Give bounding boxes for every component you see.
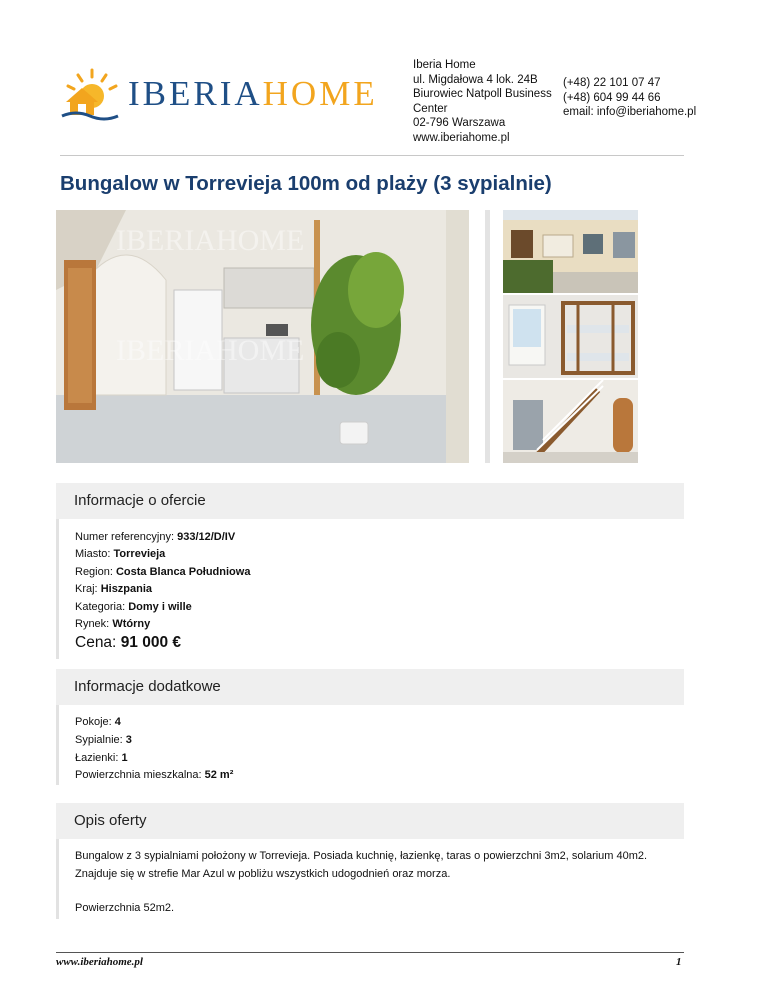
header-divider — [60, 155, 684, 156]
extra-info-body — [56, 705, 687, 785]
offer-info-heading: Informacje o ofercie — [74, 492, 206, 509]
offer-row-market — [75, 618, 150, 630]
row-label: Powierzchnia mieszkalna: — [75, 769, 202, 781]
photo-divider — [485, 210, 490, 463]
price-label: Cena: — [75, 634, 117, 651]
thumbnail-bedroom[interactable] — [503, 295, 638, 378]
main-photo[interactable] — [56, 210, 469, 463]
address-line: 02-796 Warszawa — [413, 117, 506, 129]
extra-info-heading: Informacje dodatkowe — [74, 678, 221, 695]
description-line: Bungalow z 3 sypialniami położony w Torrevieja. Posiada kuchnię, łazienkę, taras o powierzchni 3m2, solarium 40m2. — [75, 850, 648, 862]
row-value: 52 m² — [204, 769, 234, 781]
extra-row-bedrooms — [75, 734, 132, 746]
offer-row-category — [75, 601, 192, 613]
row-label: Miasto: — [75, 548, 111, 560]
row-value: Wtórny — [112, 618, 151, 630]
row-value: 933/12/D/IV — [177, 531, 236, 543]
sun-house-icon — [58, 66, 124, 122]
logo-text-iberia: IBERIA — [128, 74, 263, 113]
thumbnail-exterior[interactable] — [503, 210, 638, 293]
description-header — [56, 803, 684, 839]
row-label: Sypialnie: — [75, 734, 123, 746]
footer-divider — [56, 952, 684, 953]
photo-watermark: IBERIAHOME — [116, 334, 305, 367]
offer-info-header — [56, 483, 684, 519]
row-label: Region: — [75, 566, 113, 578]
email-link[interactable]: email: info@iberiahome.pl — [563, 106, 697, 118]
offer-info-body — [56, 519, 687, 659]
offer-price — [75, 634, 181, 652]
row-value: Torrevieja — [113, 548, 166, 560]
row-value: 3 — [125, 734, 132, 746]
description-heading: Opis oferty — [74, 812, 147, 829]
extra-row-bathrooms — [75, 752, 128, 764]
company-contact — [563, 76, 696, 120]
row-label: Kategoria: — [75, 601, 126, 613]
row-label: Łazienki: — [75, 752, 119, 764]
page-title: Bungalow w Torrevieja 100m od plaży (3 sypialnie) — [60, 172, 552, 195]
row-value: Costa Blanca Południowa — [115, 566, 251, 578]
row-label: Numer referencyjny: — [75, 531, 175, 543]
phone-2[interactable]: (+48) 604 99 44 66 — [563, 91, 661, 104]
stairs-photo-image — [503, 380, 638, 463]
page-number: 1 — [676, 956, 682, 968]
row-value: Domy i wille — [128, 601, 192, 613]
row-value: 1 — [121, 752, 128, 764]
price-value: 91 000 € — [120, 634, 182, 651]
extra-info-header — [56, 669, 684, 705]
website-link[interactable]: www.iberiahome.pl — [413, 131, 510, 144]
photo-watermark: IBERIAHOME — [116, 224, 305, 257]
description-line: Znajduje się w strefie Mar Azul w pobliżu wszystkich udogodnień oraz morza. — [75, 868, 451, 880]
row-label: Kraj: — [75, 583, 98, 595]
offer-row-city — [75, 548, 165, 560]
address-line: Iberia Home — [413, 59, 476, 71]
exterior-photo-image — [503, 210, 638, 293]
offer-row-reference — [75, 531, 235, 543]
interior-photo-image — [56, 210, 469, 463]
footer-website[interactable]: www.iberiahome.pl — [56, 956, 143, 968]
iberiahome-logo — [58, 66, 378, 122]
bedroom-photo-image — [503, 295, 638, 378]
company-address — [413, 58, 552, 145]
address-line: Biurowiec Natpoll Business — [413, 88, 552, 100]
offer-row-region — [75, 566, 250, 578]
description-body — [56, 839, 687, 919]
address-line: Center — [413, 102, 448, 115]
row-label: Pokoje: — [75, 716, 112, 728]
address-line: ul. Migdałowa 4 lok. 24B — [413, 73, 538, 86]
offer-row-country — [75, 583, 152, 595]
extra-row-area — [75, 769, 233, 781]
description-line: Powierzchnia 52m2. — [75, 902, 175, 914]
row-value: Hiszpania — [100, 583, 153, 595]
extra-row-rooms — [75, 716, 121, 728]
phone-1[interactable]: (+48) 22 101 07 47 — [563, 77, 661, 89]
row-value: 4 — [114, 716, 121, 728]
logo-text-home: HOME — [262, 74, 378, 113]
row-label: Rynek: — [75, 618, 110, 630]
thumbnail-stairs[interactable] — [503, 380, 638, 463]
